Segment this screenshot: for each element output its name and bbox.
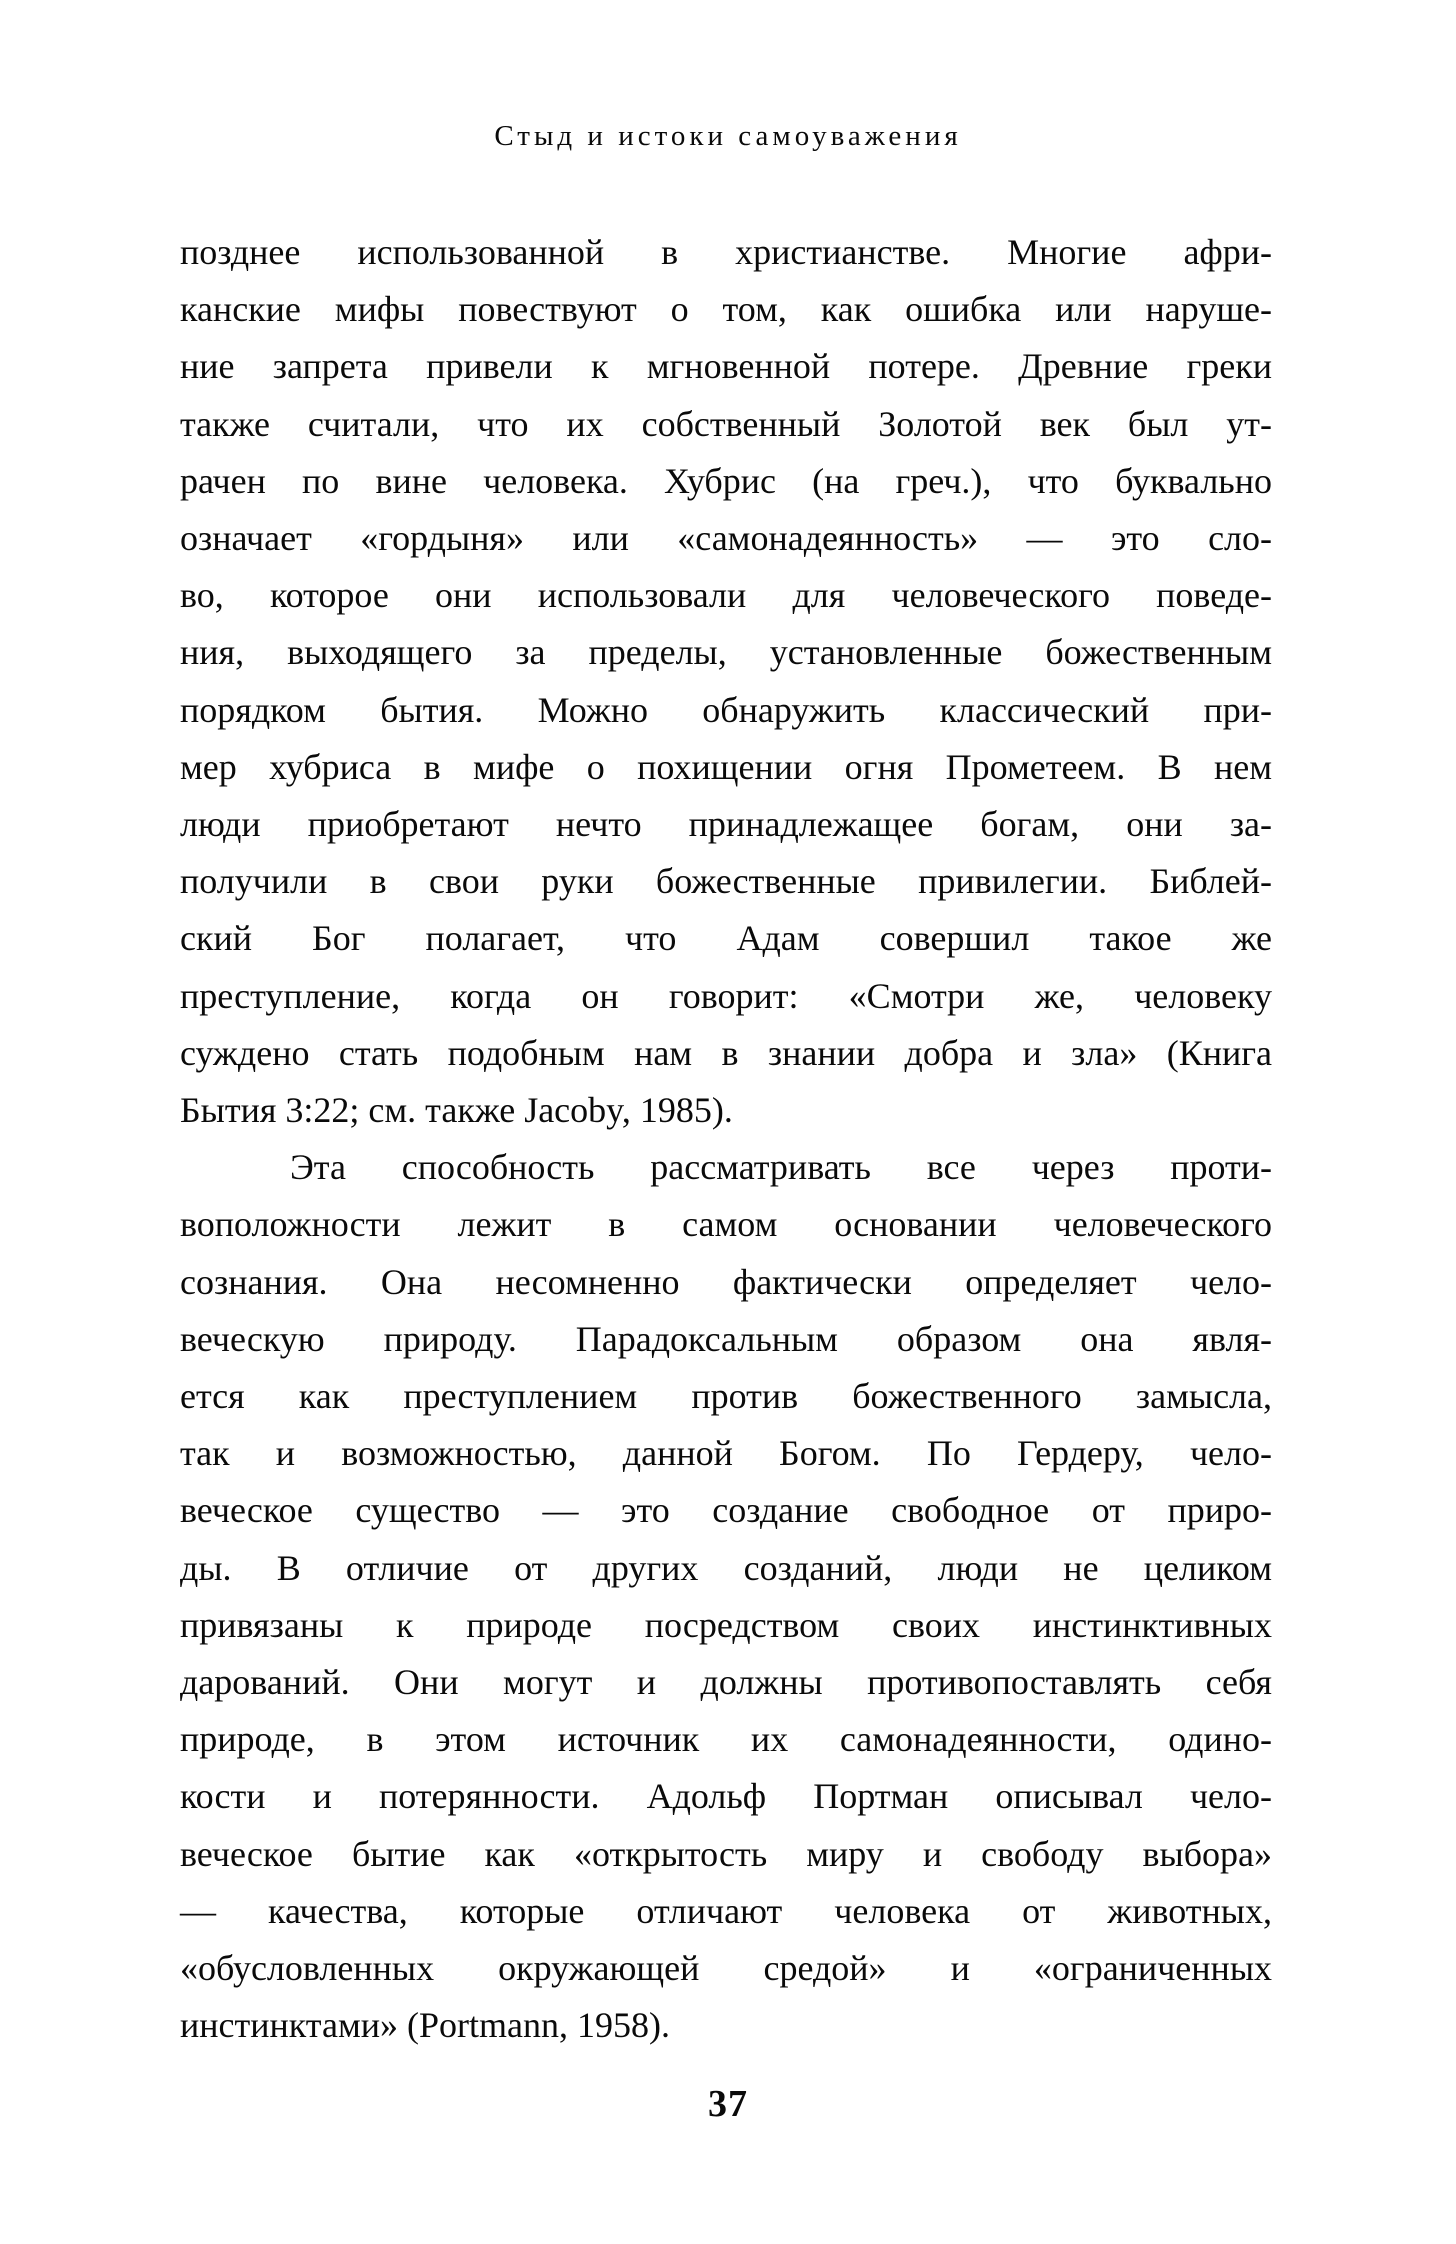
text-line: рачен по вине человека. Хубрис (на греч.), что буквально [180,460,1272,501]
text-line: означает «гордыня» или «самонадеянность» — это сло- [180,518,1272,559]
text-line: Эта способность рассматривать все через проти- [290,1147,1272,1188]
text-line: привязаны к природе посредством своих инстинктивных [180,1604,1272,1645]
paragraph [180,1139,1272,2054]
text-line: воположности лежит в самом основании человеческого [180,1204,1272,1245]
text-line: порядком бытия. Можно обнаружить классический при- [180,689,1272,730]
text-line: канские мифы повествуют о том, как ошибка или наруше- [180,289,1272,330]
text-line: дарований. Они могут и должны противопоставлять себя [180,1662,1272,1703]
text-line: сознания. Она несомненно фактически определяет чело- [180,1261,1272,1302]
running-header: Стыд и истоки самоуважения [494,120,962,152]
text-line: ние запрета привели к мгновенной потере. Древние греки [180,346,1272,387]
text-line: ский Бог полагает, что Адам совершил такое же [180,918,1272,959]
text-line: люди приобретают нечто принадлежащее богам, они за- [180,804,1272,845]
text-line: Бытия 3:22; см. также Jacoby, 1985). [180,1090,733,1131]
paragraph [180,224,1272,1139]
text-line: во, которое они использовали для человеческого поведе- [180,575,1272,616]
body-text [180,224,1272,2055]
text-line: ется как преступлением против божественного замысла, [180,1376,1272,1417]
text-line: «обусловленных окружающей средой» и «ограниченных [180,1948,1272,1989]
text-line: ния, выходящего за пределы, установленные божественным [180,632,1272,673]
text-line: позднее использованной в христианстве. Многие афри- [180,232,1272,272]
page-number: 37 [708,2083,748,2125]
text-line: суждено стать подобным нам в знании добра и зла» (Книга [180,1032,1272,1073]
text-line: мер хубриса в мифе о похищении огня Прометеем. В нем [180,746,1272,787]
text-line: инстинктами» (Portmann, 1958). [180,2005,670,2046]
text-line: природе, в этом источник их самонадеянности, одино- [180,1719,1272,1760]
text-line: преступление, когда он говорит: «Смотри же, человеку [180,975,1272,1016]
text-line: — качества, которые отличают человека от животных, [180,1890,1272,1931]
text-line: веческое существо — это создание свободное от приро- [180,1490,1272,1531]
text-line: кости и потерянности. Адольф Портман описывал чело- [180,1776,1272,1817]
text-line: так и возможностью, данной Богом. По Гердеру, чело- [180,1433,1272,1474]
text-line: также считали, что их собственный Золотой век был ут- [180,403,1272,444]
text-line: ды. В отличие от других созданий, люди не целиком [180,1547,1272,1588]
text-line: получили в свои руки божественные привилегии. Библей- [180,861,1272,902]
text-line: веческую природу. Парадоксальным образом она явля- [180,1318,1272,1359]
text-line: веческое бытие как «открытость миру и свободу выбора» [180,1833,1272,1874]
